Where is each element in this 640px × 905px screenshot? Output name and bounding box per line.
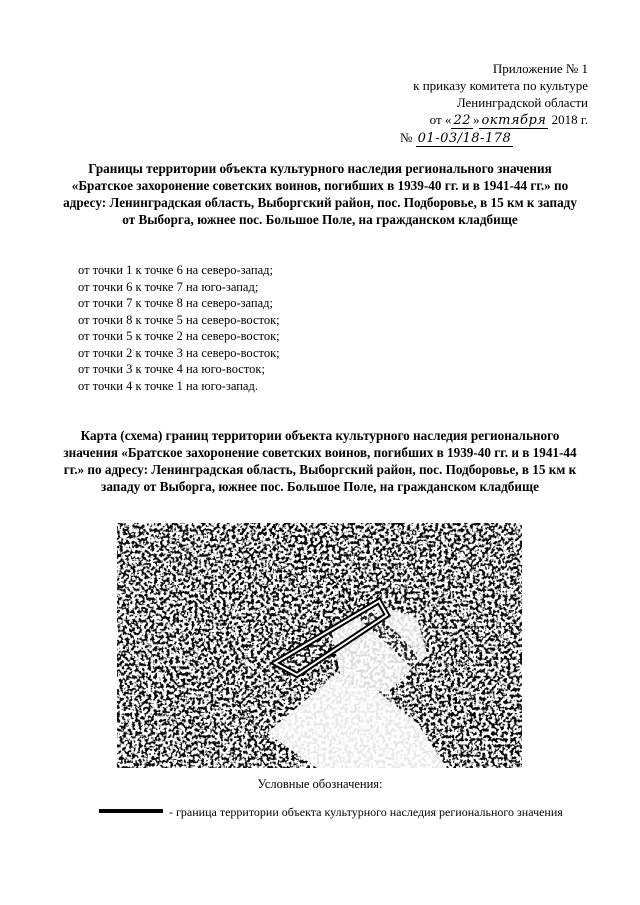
- boundary-item: от точки 6 к точке 7 на юго-запад;: [78, 279, 259, 294]
- appendix-order-ref: к приказу комитета по культуре: [413, 78, 588, 93]
- boundary-list: [78, 262, 478, 394]
- boundary-item: от точки 7 к точке 8 на северо-запад;: [78, 296, 274, 310]
- map-title: Карта (схема) границ территории объекта культурного наследия регионального значения «Братское захоронение советских воинов, погибших в 1939-40 гг. и в 1941-44 гг.» по адресу: Ленинградская область, Выборгский район, пос. Подборовье, в 15 км к западу от Выборга, южнее пос. Большое Поле, на гражданском кладбище: [63, 428, 577, 494]
- boundary-line-swatch: [99, 809, 163, 813]
- legend-item-label: - граница территории объекта культурного наследия регионального значения: [169, 805, 563, 819]
- number-prefix: №: [400, 130, 413, 145]
- aerial-map: [117, 523, 522, 768]
- boundary-item: от точки 2 к точке 3 на северо-восток;: [78, 345, 280, 360]
- legend-item: [99, 804, 619, 822]
- tree-texture: [117, 523, 522, 768]
- boundary-item: от точки 3 к точке 4 на юго-восток;: [78, 362, 265, 376]
- boundary-item: от точки 5 к точке 2 на северо-восток;: [78, 329, 280, 343]
- date-day: 22: [453, 113, 471, 128]
- date-year: 2018 г.: [551, 112, 588, 127]
- legend-title: Условные обозначения:: [257, 777, 383, 791]
- date-prefix: от «: [429, 112, 452, 127]
- appendix-number: Приложение № 1: [492, 61, 588, 76]
- appendix-header: [328, 60, 588, 147]
- appendix-date: [328, 111, 588, 129]
- aerial-map-image: [117, 523, 522, 768]
- boundary-item: от точки 8 к точке 5 на северо-восток;: [78, 312, 280, 327]
- order-number: 01-03/18-178: [417, 131, 512, 146]
- boundary-item: от точки 4 к точке 1 на юго-запад.: [78, 378, 258, 393]
- date-mid: »: [472, 112, 480, 127]
- appendix-order-number: [328, 129, 588, 147]
- boundaries-title: Границы территории объекта культурного наследия регионального значения «Братское захоронение советских воинов, погибших в 1939-40 гг. и в 1941-44 гг.» по адресу: Ленинградская область, Выборгский район, пос. Подборовье, в 15 км к западу от Выборга, южнее пос. Большое Поле, на гражданском кладбище: [63, 161, 577, 227]
- appendix-region: Ленинградской области: [456, 95, 588, 110]
- boundary-item: от точки 1 к точке 6 на северо-запад;: [78, 263, 274, 277]
- date-month: октября: [481, 113, 547, 128]
